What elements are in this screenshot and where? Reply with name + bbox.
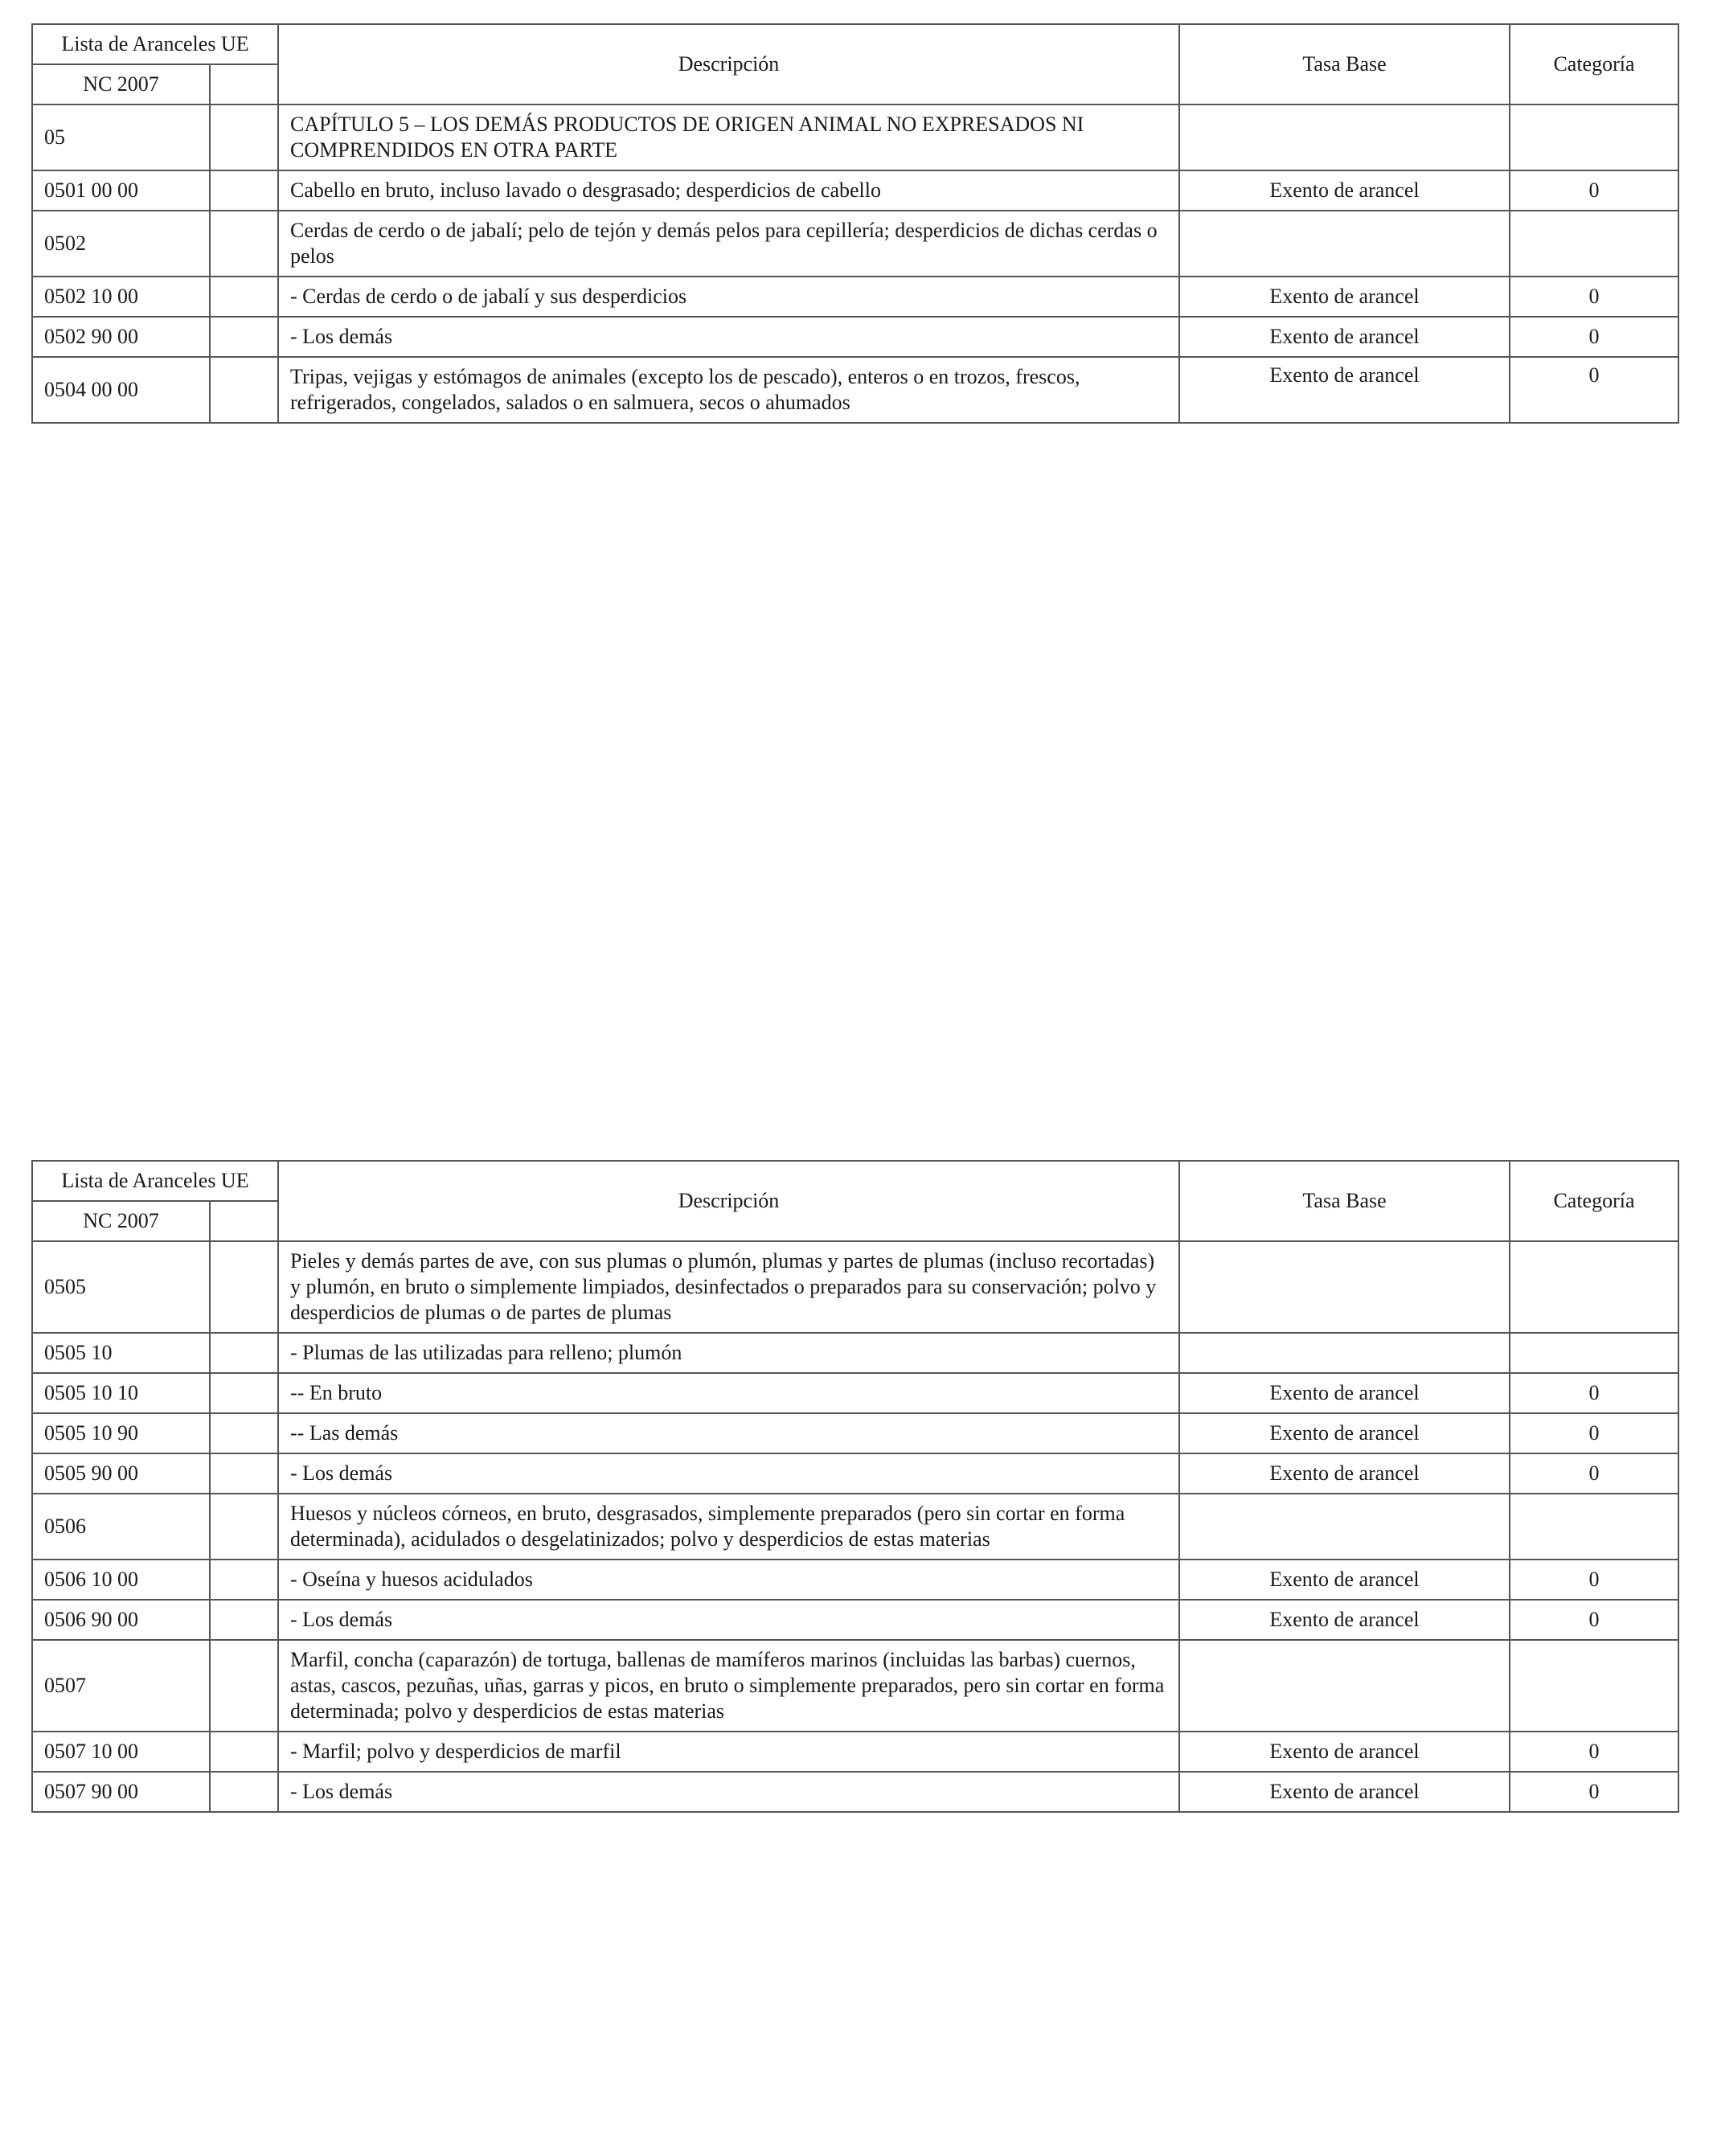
code-cell: 0504 00 00 — [32, 357, 210, 423]
header-descripcion: Descripción — [278, 1161, 1179, 1241]
header-nc-2007: NC 2007 — [32, 1201, 210, 1241]
table-row — [32, 1560, 1678, 1600]
code-cell: 0507 — [32, 1640, 210, 1732]
table-row — [32, 1600, 1678, 1640]
category-cell: 0 — [1510, 277, 1678, 317]
rate-cell: Exento de arancel — [1179, 1772, 1510, 1812]
header-blank-cell — [210, 1201, 278, 1241]
description-cell: Cerdas de cerdo o de jabalí; pelo de tejón y demás pelos para cepillería; desperdicios de dichas cerdas o pelos — [278, 211, 1179, 277]
code-cell: 0506 — [32, 1494, 210, 1560]
blank-cell — [210, 1333, 278, 1373]
header-lista-aranceles: Lista de Aranceles UE — [32, 1161, 278, 1201]
category-cell — [1510, 211, 1678, 277]
tariff-table-chapter-5-part-1 — [31, 23, 1679, 424]
code-cell: 0501 00 00 — [32, 170, 210, 211]
description-cell: - Plumas de las utilizadas para relleno; plumón — [278, 1333, 1179, 1373]
header-blank-cell — [210, 64, 278, 105]
category-cell: 0 — [1510, 1413, 1678, 1453]
rate-cell: Exento de arancel — [1179, 1453, 1510, 1494]
tariff-table-chapter-5-part-2 — [31, 1160, 1679, 1813]
description-cell: Cabello en bruto, incluso lavado o desgrasado; desperdicios de cabello — [278, 170, 1179, 211]
code-cell: 0505 10 10 — [32, 1373, 210, 1413]
rate-cell: Exento de arancel — [1179, 1373, 1510, 1413]
code-cell: 0502 — [32, 211, 210, 277]
category-cell — [1510, 1640, 1678, 1732]
blank-cell — [210, 1772, 278, 1812]
table-row — [32, 1333, 1678, 1373]
rate-cell — [1179, 1333, 1510, 1373]
description-cell: CAPÍTULO 5 – LOS DEMÁS PRODUCTOS DE ORIGEN ANIMAL NO EXPRESADOS NI COMPRENDIDOS EN OTRA PARTE — [278, 105, 1179, 170]
table-row — [32, 1640, 1678, 1732]
header-lista-aranceles: Lista de Aranceles UE — [32, 24, 278, 64]
description-cell: -- Las demás — [278, 1413, 1179, 1453]
blank-cell — [210, 105, 278, 170]
code-cell: 0505 10 — [32, 1333, 210, 1373]
header-row — [32, 24, 1678, 64]
rate-cell: Exento de arancel — [1179, 1413, 1510, 1453]
table-row — [32, 1453, 1678, 1494]
rate-cell: Exento de arancel — [1179, 357, 1510, 423]
rate-cell — [1179, 1640, 1510, 1732]
blank-cell — [210, 1494, 278, 1560]
code-cell: 05 — [32, 105, 210, 170]
code-cell: 0502 10 00 — [32, 277, 210, 317]
description-cell: - Los demás — [278, 317, 1179, 357]
rate-cell: Exento de arancel — [1179, 1732, 1510, 1772]
category-cell — [1510, 1333, 1678, 1373]
rate-cell: Exento de arancel — [1179, 170, 1510, 211]
blank-cell — [210, 1241, 278, 1333]
category-cell: 0 — [1510, 1732, 1678, 1772]
table-row — [32, 1413, 1678, 1453]
rate-cell: Exento de arancel — [1179, 1560, 1510, 1600]
blank-cell — [210, 1560, 278, 1600]
category-cell: 0 — [1510, 1373, 1678, 1413]
code-cell: 0505 — [32, 1241, 210, 1333]
rate-cell: Exento de arancel — [1179, 277, 1510, 317]
table-row — [32, 105, 1678, 170]
header-tasa-base: Tasa Base — [1179, 1161, 1510, 1241]
code-cell: 0506 90 00 — [32, 1600, 210, 1640]
table-row — [32, 170, 1678, 211]
header-nc-2007: NC 2007 — [32, 64, 210, 105]
table-row — [32, 317, 1678, 357]
description-cell: - Cerdas de cerdo o de jabalí y sus desperdicios — [278, 277, 1179, 317]
header-descripcion: Descripción — [278, 24, 1179, 105]
description-cell: - Los demás — [278, 1600, 1179, 1640]
blank-cell — [210, 1640, 278, 1732]
description-cell: Pieles y demás partes de ave, con sus plumas o plumón, plumas y partes de plumas (incluso recortadas) y plumón, en bruto o simplemente limpiados, desinfectados o preparados para su conservación; polvo y desperdicios de plumas o de partes de plumas — [278, 1241, 1179, 1333]
rate-cell — [1179, 105, 1510, 170]
rate-cell: Exento de arancel — [1179, 1600, 1510, 1640]
header-categoria: Categoría — [1510, 24, 1678, 105]
table-row — [32, 277, 1678, 317]
category-cell: 0 — [1510, 1772, 1678, 1812]
table-row — [32, 1732, 1678, 1772]
table-row — [32, 211, 1678, 277]
category-cell: 0 — [1510, 1560, 1678, 1600]
code-cell: 0505 10 90 — [32, 1413, 210, 1453]
category-cell: 0 — [1510, 357, 1678, 423]
description-cell: Tripas, vejigas y estómagos de animales (excepto los de pescado), enteros o en trozos, frescos, refrigerados, congelados, salados o en salmuera, secos o ahumados — [278, 357, 1179, 423]
description-cell: -- En bruto — [278, 1373, 1179, 1413]
category-cell: 0 — [1510, 1600, 1678, 1640]
code-cell: 0506 10 00 — [32, 1560, 210, 1600]
table-row — [32, 1494, 1678, 1560]
code-cell: 0507 90 00 — [32, 1772, 210, 1812]
category-cell: 0 — [1510, 317, 1678, 357]
header-tasa-base: Tasa Base — [1179, 24, 1510, 105]
category-cell — [1510, 105, 1678, 170]
table-row — [32, 1772, 1678, 1812]
rate-cell — [1179, 1494, 1510, 1560]
description-cell: - Marfil; polvo y desperdicios de marfil — [278, 1732, 1179, 1772]
blank-cell — [210, 277, 278, 317]
category-cell: 0 — [1510, 1453, 1678, 1494]
table-row — [32, 1241, 1678, 1333]
category-cell — [1510, 1241, 1678, 1333]
header-row — [32, 1161, 1678, 1201]
blank-cell — [210, 170, 278, 211]
blank-cell — [210, 1453, 278, 1494]
table-row — [32, 357, 1678, 423]
table-row — [32, 1373, 1678, 1413]
blank-cell — [210, 1413, 278, 1453]
code-cell: 0502 90 00 — [32, 317, 210, 357]
description-cell: - Oseína y huesos acidulados — [278, 1560, 1179, 1600]
description-cell: Huesos y núcleos córneos, en bruto, desgrasados, simplemente preparados (pero sin cortar en forma determinada), acidulados o desgelatinizados; polvo y desperdicios de estas materias — [278, 1494, 1179, 1560]
rate-cell — [1179, 1241, 1510, 1333]
description-cell: - Los demás — [278, 1453, 1179, 1494]
header-categoria: Categoría — [1510, 1161, 1678, 1241]
category-cell: 0 — [1510, 170, 1678, 211]
description-cell: - Los demás — [278, 1772, 1179, 1812]
blank-cell — [210, 357, 278, 423]
category-cell — [1510, 1494, 1678, 1560]
code-cell: 0505 90 00 — [32, 1453, 210, 1494]
rate-cell: Exento de arancel — [1179, 317, 1510, 357]
description-cell: Marfil, concha (caparazón) de tortuga, ballenas de mamíferos marinos (incluidas las barbas) cuernos, astas, cascos, pezuñas, uñas, garras y picos, en bruto o simplemente preparados, pero sin cortar en forma determinada; polvo y desperdicios de estas materias — [278, 1640, 1179, 1732]
blank-cell — [210, 1732, 278, 1772]
blank-cell — [210, 1373, 278, 1413]
code-cell: 0507 10 00 — [32, 1732, 210, 1772]
blank-cell — [210, 1600, 278, 1640]
rate-cell — [1179, 211, 1510, 277]
blank-cell — [210, 317, 278, 357]
blank-cell — [210, 211, 278, 277]
